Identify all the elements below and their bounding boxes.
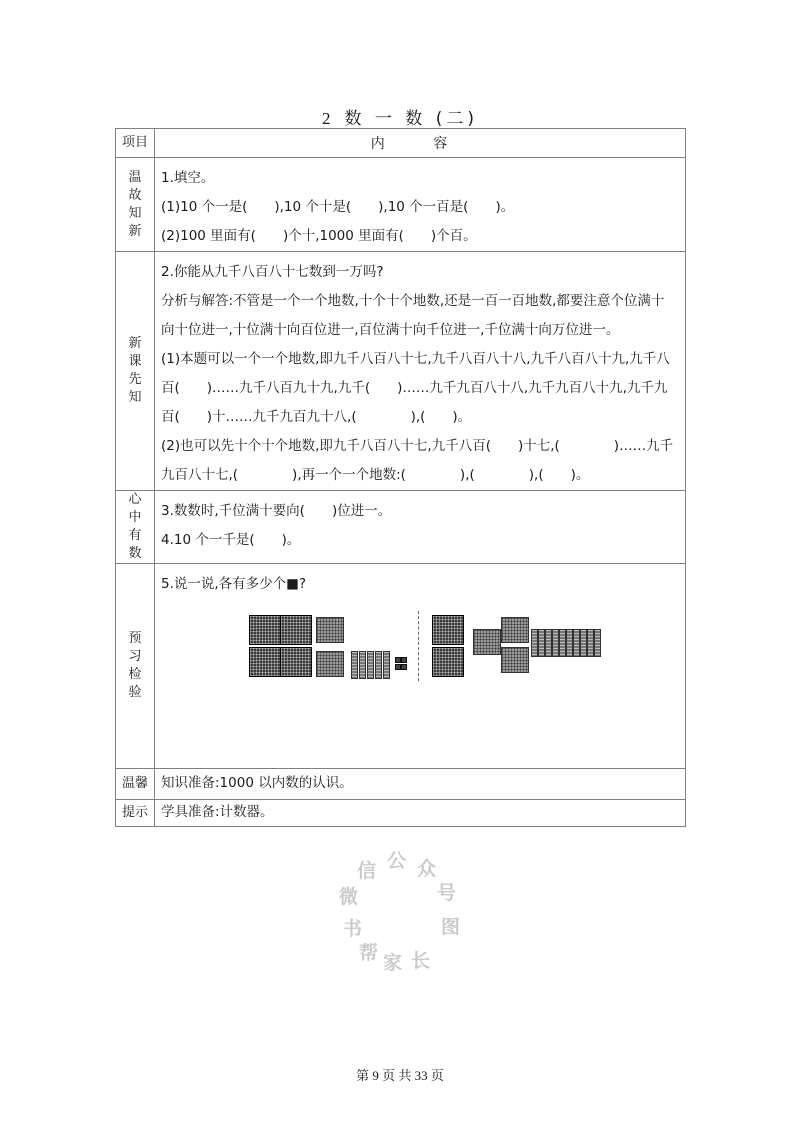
ten-rod <box>531 629 538 657</box>
section-label: 温故知新 <box>128 169 142 239</box>
thousand-cube <box>432 615 464 645</box>
question-line: 2.你能从九千八百八十七数到一万吗? <box>161 264 384 280</box>
ten-rod <box>538 629 545 657</box>
thousand-cube <box>280 615 312 645</box>
ten-rod <box>359 651 366 679</box>
watermark-seal: 微 信 公 众 号 图 书 家 长 帮 <box>339 850 461 974</box>
section-label: 新课先知 <box>128 336 142 405</box>
tips-row-2 <box>116 800 686 827</box>
base-ten-blocks-figure <box>161 607 675 687</box>
ten-rod <box>367 651 374 679</box>
section-label: 预习检验 <box>128 631 142 700</box>
section-preview <box>116 252 686 491</box>
ten-rod <box>552 629 559 657</box>
question-line: 5.说一说,各有多少个■? <box>161 576 307 592</box>
thousand-cube <box>249 615 281 645</box>
section-review <box>116 158 686 252</box>
header-content: 内 容 <box>155 129 686 158</box>
tip-tools: 学具准备:计数器。 <box>155 800 686 827</box>
ten-rod <box>351 651 358 679</box>
tips-row-1 <box>116 769 686 800</box>
ten-rod <box>566 629 573 657</box>
hundred-flat <box>316 651 344 677</box>
section-content <box>155 564 686 769</box>
ten-rod <box>580 629 587 657</box>
analysis-text: 分析与解答:不管是一个一个地数,十个十个地数,还是一百一百地数,都要注意个位满十向十位进一,十位满十向百位进一,百位满十向千位进一,千位满十向万位进一。 <box>161 293 665 338</box>
table-header-row <box>116 129 686 158</box>
section-mind <box>116 491 686 564</box>
thousand-cube <box>432 647 464 677</box>
lesson-title <box>0 104 800 129</box>
question-line: 3.数数时,千位满十要向( )位进一。 <box>161 503 392 519</box>
answer-text-2: (2)也可以先十个十个地数,即九千八百八十七,九千八百( )十七,( )……九千九百八十七,( ),再一个一个地数:( ),( ),( )。 <box>161 438 674 483</box>
hundred-flat <box>501 617 529 643</box>
section-label: 心中有数 <box>128 492 142 561</box>
answer-text-1: (1)本题可以一个一个地数,即九千八百八十七,九千八百八十八,九千八百八十九,九千八百( )……九千八百九十九,九千( )……九千九百八十八,九千九百八十九,九千九百( )十……九千九百九十八,( ),( )。 <box>161 351 670 425</box>
section-content <box>155 158 686 252</box>
tips-label-2: 提示 <box>116 800 155 827</box>
thousand-cube <box>249 647 281 677</box>
ten-rod <box>559 629 566 657</box>
header-item: 项目 <box>116 129 155 158</box>
figure-divider <box>418 611 419 681</box>
section-check <box>116 564 686 769</box>
question-line: (1)10 个一是( ),10 个十是( ),10 个一百是( )。 <box>161 199 515 215</box>
lesson-number: 2 <box>322 109 331 128</box>
hundred-flat <box>501 647 529 673</box>
thousand-cube <box>280 647 312 677</box>
question-line: 4.10 个一千是( )。 <box>161 532 301 548</box>
unit-cube <box>401 657 407 663</box>
tips-label-1: 温馨 <box>116 769 155 800</box>
unit-cube <box>401 664 407 670</box>
hundred-flat <box>473 629 501 655</box>
tip-knowledge: 知识准备:1000 以内数的认识。 <box>155 769 686 800</box>
ten-rod <box>375 651 382 679</box>
section-content <box>155 252 686 491</box>
ten-rod <box>383 651 390 679</box>
hundred-flat <box>316 617 344 643</box>
lesson-table <box>115 128 686 827</box>
question-line: (2)100 里面有( )个十,1000 里面有( )个百。 <box>161 228 477 244</box>
ten-rod <box>573 629 580 657</box>
question-line: 1.填空。 <box>161 170 215 186</box>
ten-rod <box>587 629 594 657</box>
ten-rod <box>545 629 552 657</box>
lesson-title-text: 数 一 数 (二) <box>344 109 478 129</box>
section-content <box>155 491 686 564</box>
page-footer: 第 9 页 共 33 页 <box>356 1068 444 1083</box>
ten-rod <box>594 629 601 657</box>
